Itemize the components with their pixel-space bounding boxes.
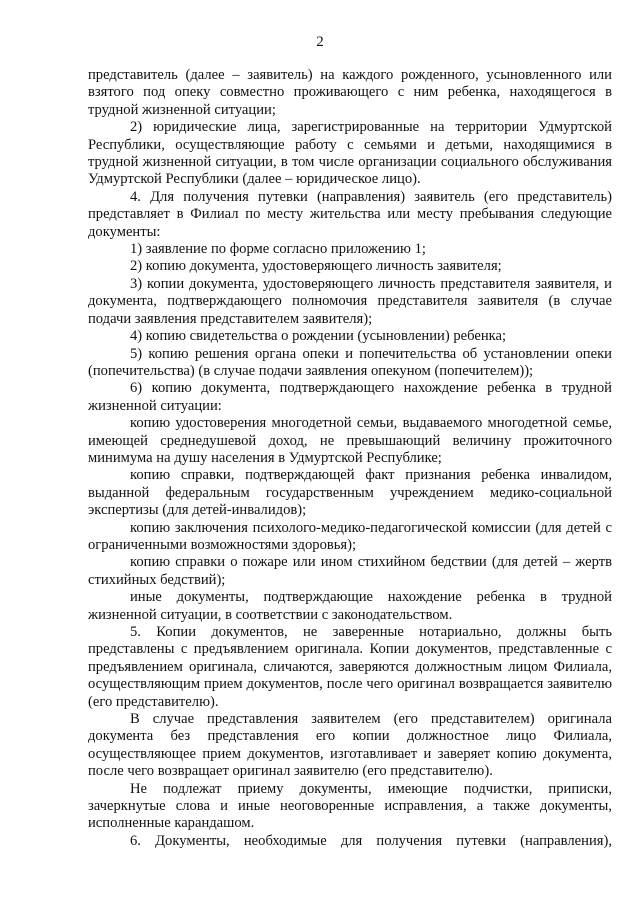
paragraph-p11: копию заключения психолого-медико-педагогической комиссии (для детей с ограниченными возможностями здоровья); xyxy=(88,519,612,553)
page-number: 2 xyxy=(316,34,324,50)
paragraph-p8: 6) копию документа, подтверждающего нахождение ребенка в трудной жизненной ситуации: xyxy=(88,380,612,414)
paragraph-p7: 5) копию решения органа опеки и попечительства об установлении опеки (попечительства) (в случае подачи заявления опекуном (попечителем)); xyxy=(88,345,612,379)
paragraph-p13: иные документы, подтверждающие нахождение ребенка в трудной жизненной ситуации, в соответствии с законодательством. xyxy=(88,589,612,623)
paragraph-p15: В случае представления заявителем (его представителем) оригинала документа без представления его копии должностное лицо Филиала, осуществляющее прием документов, изготавливает и заверяет копию документа, после чего возвращает оригинал заявителю (его представителю). xyxy=(88,711,612,780)
paragraph-p5: 3) копии документа, удостоверяющего личность представителя заявителя, и документа, подтверждающего полномочия представителя заявителя (в случае подачи заявления представителем заявителя); xyxy=(88,275,612,327)
paragraph-p1: 2) юридические лица, зарегистрированные на территории Удмуртской Республики, осуществляющие работу с семьями и детьми, находящимися в трудной жизненной ситуации, в том числе организации социального обслуживания Удмуртской Республики (далее – юридическое лицо). xyxy=(88,119,612,188)
paragraph-p4: 2) копию документа, удостоверяющего личность заявителя; xyxy=(130,258,502,275)
paragraph-p6: 4) копию свидетельства о рождении (усыновлении) ребенка; xyxy=(130,328,507,345)
paragraph-p12: копию справки о пожаре или ином стихийном бедствии (для детей – жертв стихийных бедствий); xyxy=(88,554,612,588)
paragraph-p0: представитель (далее – заявитель) на каждого рожденного, усыновленного или взятого под опеку совместно проживающего с ним ребенка, находящегося в трудной жизненной ситуации; xyxy=(88,67,612,118)
paragraph-p3: 1) заявление по форме согласно приложению 1; xyxy=(130,241,426,258)
paragraph-p14: 5. Копии документов, не заверенные нотариально, должны быть представлены с предъявлением оригинала. Копии документов, представленные с предъявлением оригинала, сличаются, заверяются должностным лицом Филиала, осуществляющим прием документов, после чего оригинал возвращается заявителю (его представителю). xyxy=(88,624,612,710)
paragraph-p16: Не подлежат приему документы, имеющие подчистки, приписки, зачеркнутые слова и иные неоговоренные исправления, а также документы, исполненные карандашом. xyxy=(88,780,612,832)
paragraph-p2: 4. Для получения путевки (направления) заявитель (его представитель) представляет в Филиал по месту жительства или месту пребывания следующие документы: xyxy=(88,188,612,240)
paragraph-p10: копию справки, подтверждающей факт признания ребенка инвалидом, выданной федеральным государственным учреждением медико-социальной экспертизы (для детей-инвалидов); xyxy=(88,467,612,519)
paragraph-p9: копию удостоверения многодетной семьи, выдаваемого многодетной семье, имеющей среднедушевой доход, не превышающий величину прожиточного минимума на душу населения в Удмуртской Республике; xyxy=(88,415,612,466)
paragraph-p17: 6. Документы, необходимые для получения путевки (направления), xyxy=(130,832,612,849)
document-body xyxy=(88,67,612,850)
